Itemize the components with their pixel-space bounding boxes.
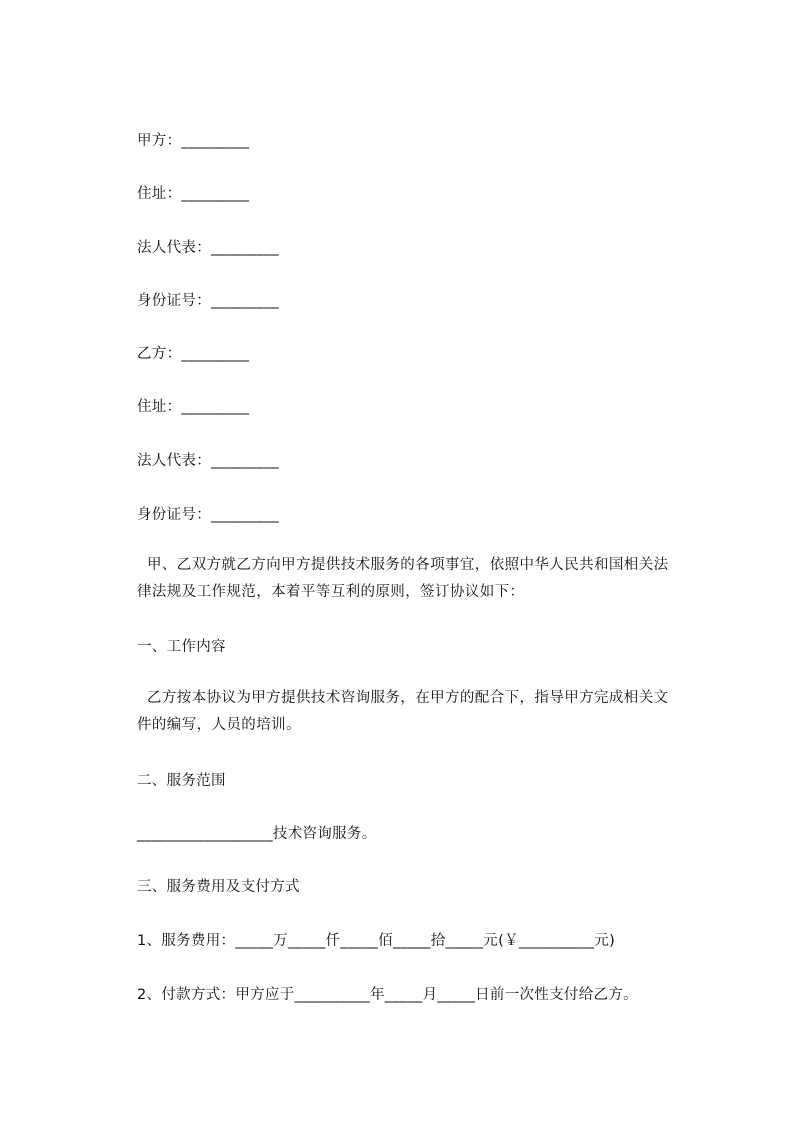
party-b-id-line: 身份证号：_________	[137, 507, 279, 523]
party-a-rep-line: 法人代表：_________	[137, 240, 279, 256]
section-3-item-2: 2、付款方式：甲方应于__________年_____月_____日前一次性支付给乙方。	[137, 987, 638, 1003]
section-2-title: 二、服务范围	[137, 773, 226, 789]
section-3-item-1: 1、服务费用：_____万_____仟_____佰_____拾_____元(￥__________元)	[137, 933, 616, 949]
party-a-line: 甲方：_________	[137, 133, 250, 149]
party-b-line: 乙方：_________	[137, 346, 250, 362]
preamble-paragraph: 甲、乙双方就乙方向甲方提供技术服务的各项事宜，依照中华人民共和国相关法律法规及工作规范，本着平等互利的原则，签订协议如下：	[137, 557, 669, 600]
party-b-address-line: 住址：_________	[137, 399, 250, 415]
section-1-body: 乙方按本协议为甲方提供技术咨询服务，在甲方的配合下，指导甲方完成相关文件的编写，人员的培训。	[137, 690, 669, 733]
party-a-id-line: 身份证号：_________	[137, 293, 279, 309]
section-3-title: 三、服务费用及支付方式	[137, 879, 300, 895]
section-2-body: __________________技术咨询服务。	[137, 826, 377, 842]
party-a-address-line: 住址：_________	[137, 186, 250, 202]
section-1-title: 一、工作内容	[137, 639, 226, 655]
party-b-rep-line: 法人代表：_________	[137, 453, 279, 469]
